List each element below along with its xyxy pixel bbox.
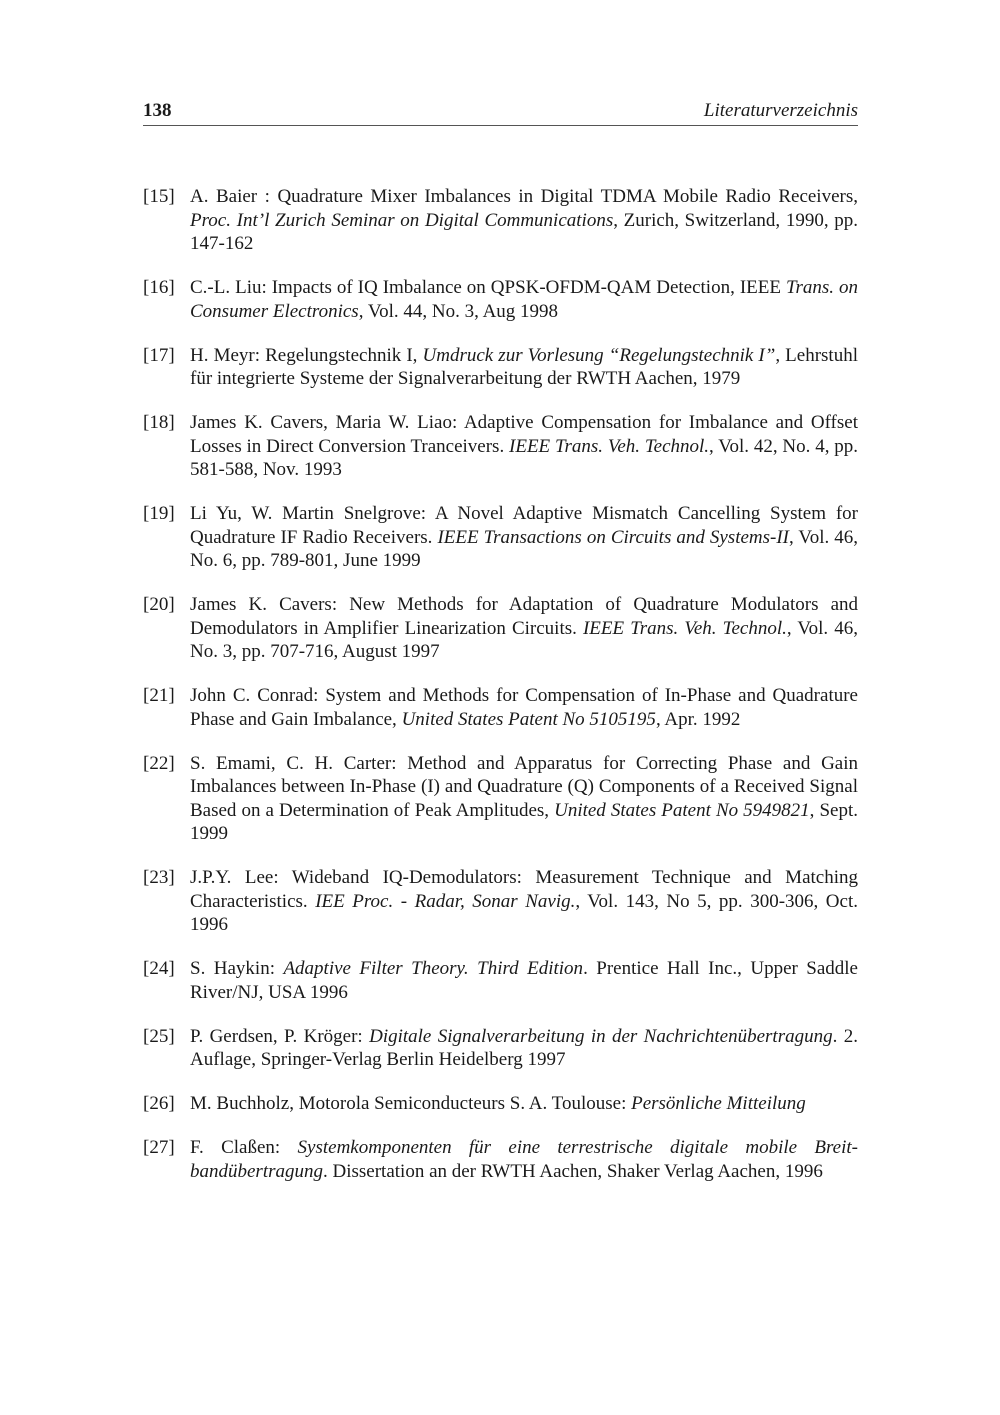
reference-label: [15] <box>143 186 175 207</box>
reference-text <box>190 276 858 323</box>
reference-authors: S. Haykin: <box>190 958 284 979</box>
reference-venue: Adaptive Filter Theory. Third Edition <box>283 958 584 979</box>
reference-venue: IEEE Trans. Veh. Technol. <box>509 435 710 457</box>
reference-text <box>190 866 858 937</box>
reference-venue: Digitale Signalverarbeitung in der Nachrichtenübertragung <box>369 1025 833 1047</box>
reference-venue: Systemkomponenten für eine terrestrische digitale mobile Breitbandübertragung <box>190 1137 858 1182</box>
reference-label: [16] <box>143 277 175 298</box>
reference-details: , Sept. 1999 <box>190 799 859 844</box>
reference-item <box>143 866 858 937</box>
reference-venue: United States Patent No 5105195 <box>401 708 656 730</box>
reference-authors: S. Emami, C. H. Carter: Method and Apparatus for Correcting Phase and Gain Imbalances between In-Phase (I) and Quadrature (Q) Components of a Received Signal Based on a Determination of Peak Amplitudes, <box>190 752 858 821</box>
reference-label: [18] <box>143 412 175 433</box>
reference-label: [20] <box>143 594 175 615</box>
reference-details: , Vol. 46, No. 6, pp. 789-801, June 1999 <box>190 526 858 571</box>
reference-item <box>143 1136 858 1183</box>
reference-label: [19] <box>143 503 175 524</box>
reference-label: [17] <box>143 344 175 366</box>
reference-venue: United States Patent No 5949821 <box>554 799 810 821</box>
reference-item <box>143 957 858 1004</box>
running-title: Literaturverzeichnis <box>703 100 858 121</box>
reference-text <box>190 752 858 846</box>
reference-details: , Apr. 1992 <box>655 708 741 730</box>
reference-authors: John C. Conrad: System and Methods for Compensation of In-Phase and Quadrature Phase and Gain Imbalance, <box>190 685 858 730</box>
reference-item <box>143 1025 858 1072</box>
reference-details: , Vol. 44, No. 3, Aug 1998 <box>358 300 559 322</box>
reference-details: , Vol. 46, No. 3, pp. 707-716, August 1997 <box>190 617 859 662</box>
reference-item <box>143 593 858 664</box>
reference-authors: H. Meyr: Regelungstechnik I, <box>190 344 423 366</box>
reference-authors: F. Claßen: <box>190 1137 298 1158</box>
reference-text <box>190 684 858 731</box>
reference-text <box>190 1092 858 1116</box>
reference-label: [23] <box>143 867 175 888</box>
page-number: 138 <box>143 100 172 121</box>
reference-authors: C.-L. Liu: Impacts of IQ Imbalance on QPSK-OFDM-QAM Detection, IEEE <box>190 277 786 298</box>
reference-authors: M. Buchholz, Motorola Semiconducteurs S. A. Toulouse: <box>190 1093 632 1114</box>
reference-text <box>190 411 858 482</box>
reference-label: [25] <box>143 1025 175 1047</box>
reference-authors: Li Yu, W. Martin Snelgrove: A Novel Adaptive Mismatch Cancelling System for Quadrature IF Radio Receivers. <box>190 503 858 548</box>
reference-venue: IEEE Trans. Veh. Technol. <box>582 617 787 639</box>
reference-venue: Proc. Int’l Zurich Seminar on Digital Communications <box>190 209 614 231</box>
reference-item <box>143 502 858 573</box>
reference-authors: P. Gerdsen, P. Kröger: <box>190 1025 370 1047</box>
reference-venue: Umdruck zur Vorlesung “Regelungstechnik I” <box>422 344 776 366</box>
reference-text <box>190 502 858 573</box>
reference-item <box>143 276 858 323</box>
reference-authors: James K. Cavers, Maria W. Liao: Adaptive Compensation for Imbalance and Offset Losses in Direct Conversion Tranceivers. <box>190 412 858 457</box>
reference-details: , Vol. 143, No 5, pp. 300-306, Oct. 1996 <box>190 890 858 935</box>
reference-item <box>143 185 858 256</box>
reference-details: , Vol. 42, No. 4, pp. 581-588, Nov. 1993 <box>190 435 859 480</box>
reference-item <box>143 1092 858 1116</box>
reference-item <box>143 411 858 482</box>
reference-label: [26] <box>143 1093 175 1114</box>
reference-details: , Lehrstuhl für integrierte Systeme der Signalverarbeitung der RWTH Aachen, 1979 <box>190 344 858 389</box>
reference-text <box>190 1136 858 1183</box>
reference-details: , Zurich, Switzerland, 1990, pp. 147-162 <box>190 209 858 254</box>
reference-item <box>143 752 858 846</box>
reference-text <box>190 344 858 391</box>
reference-venue: IEEE Transactions on Circuits and Systems-II <box>437 526 790 548</box>
page-header <box>143 99 858 126</box>
reference-authors: J.P.Y. Lee: Wideband IQ-Demodulators: Measurement Technique and Matching Characteristics. <box>190 867 858 912</box>
reference-text <box>190 593 858 664</box>
reference-text <box>190 957 858 1004</box>
reference-list <box>143 185 858 1204</box>
reference-item <box>143 344 858 391</box>
reference-text <box>190 1025 858 1072</box>
reference-label: [22] <box>143 752 175 774</box>
reference-text <box>190 185 858 256</box>
reference-details: . Dissertation an der RWTH Aachen, Shaker Verlag Aachen, 1996 <box>323 1160 823 1182</box>
reference-venue: Persönliche Mitteilung <box>631 1093 806 1114</box>
reference-venue: IEE Proc. - Radar, Sonar Navig. <box>315 890 576 912</box>
reference-label: [21] <box>143 685 175 706</box>
reference-item <box>143 684 858 731</box>
reference-label: [27] <box>143 1137 175 1158</box>
reference-label: [24] <box>143 958 175 979</box>
reference-authors: James K. Cavers: New Methods for Adaptation of Quadrature Modulators and Demodulators in Amplifier Linearization Circuits. <box>190 594 858 639</box>
reference-details: . Prentice Hall Inc., Upper Saddle River/NJ, USA 1996 <box>190 958 858 1003</box>
reference-venue: Trans. on Consumer Electronics <box>190 277 858 322</box>
reference-details: . 2. Auflage, Springer-Verlag Berlin Heidelberg 1997 <box>190 1025 859 1070</box>
reference-authors: A. Baier : Quadrature Mixer Imbalances in Digital TDMA Mobile Radio Receivers, <box>190 186 858 207</box>
